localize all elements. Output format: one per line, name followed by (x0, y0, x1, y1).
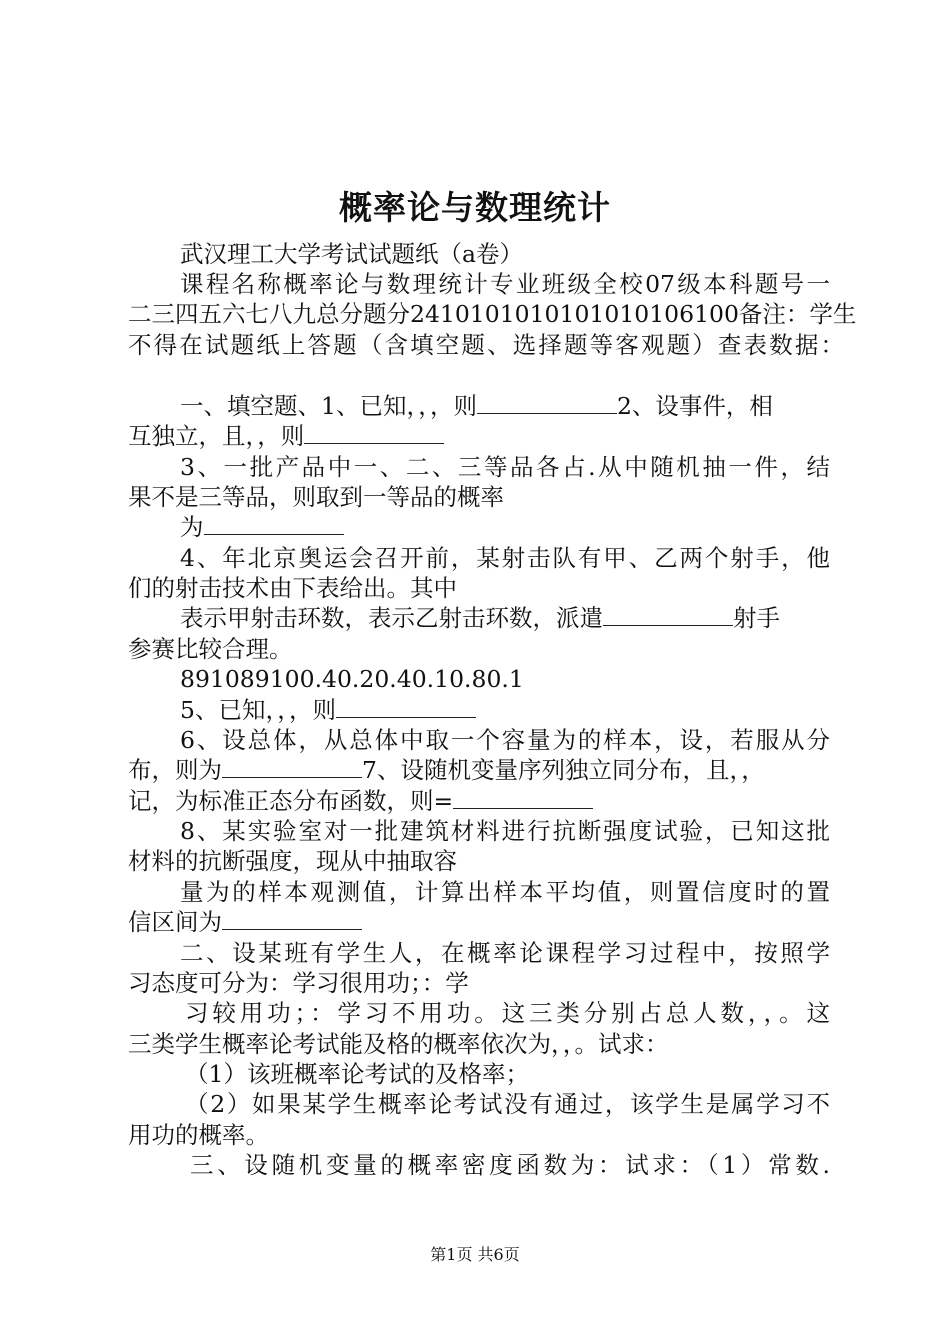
answer-blank (477, 391, 617, 414)
course-info-line-1: 课程名称概率论与数理统计专业班级全校07级本科题号一 (180, 270, 830, 298)
question-8-text-end: 信区间为 (128, 908, 222, 936)
question-6-line-2 (128, 755, 765, 785)
question-8-line-4 (128, 907, 362, 937)
document-title: 概率论与数理统计 (339, 188, 611, 227)
section-2-subq-2-cont: 用功的概率。 (128, 1121, 269, 1149)
answer-blank (304, 421, 444, 444)
course-info-line-3: 不得在试题纸上答题（含填空题、选择题等客观题）查表数据： (128, 331, 844, 359)
question-4-text-cont: 表示甲射击环数，表示乙射击环数，派遣 (180, 604, 603, 632)
question-4-line-2: 们的射击技术由下表给出。其中 (128, 574, 457, 602)
section-2-line-3: 习较用功；：学习不用功。这三类分别占总人数，，。这 (185, 999, 830, 1027)
question-4-line-4: 参赛比较合理。 (128, 635, 293, 663)
question-2-text-cont: 互独立，且，，则 (128, 422, 305, 450)
section-2-line-4: 三类学生概率论考试能及格的概率依次为，，。试求： (128, 1030, 669, 1058)
course-info-line-2: 二三四五六七八九总分题分2410101010101010106100备注：学生 (128, 300, 857, 328)
answer-blank (222, 907, 362, 930)
question-7-text-cont: 记，为标准正态分布函数，则= (128, 787, 454, 815)
question-2-line (128, 421, 444, 451)
question-7-text: 7、设随机变量序列独立同分布，且，， (362, 756, 765, 784)
question-4-line-1: 4、年北京奥运会召开前，某射击队有甲、乙两个射手，他 (180, 544, 830, 572)
answer-blank (204, 512, 344, 535)
section-3-line-1: 三、设随机变量的概率密度函数为：试求：（1）常数. (190, 1151, 830, 1179)
question-3-line-1: 3、一批产品中一、二、三等品各占.从中随机抽一件，结 (180, 453, 830, 481)
question-5-text: 5、已知，，，则 (180, 696, 336, 724)
question-4-line-3 (180, 603, 780, 633)
question-3-line-2: 果不是三等品，则取到一等品的概率 (128, 483, 504, 511)
question-6-text-cont: 布，则为 (128, 756, 222, 784)
question-3-text-cont: 为 (180, 513, 204, 541)
question-2-text: 2、设事件，相 (616, 392, 773, 420)
question-3-line-3 (180, 512, 344, 542)
section-2-line-1: 二、设某班有学生人，在概率论课程学习过程中，按照学 (180, 939, 830, 967)
question-8-line-1: 8、某实验室对一批建筑材料进行抗断强度试验，已知这批 (180, 817, 830, 845)
section-2-subq-2: （2）如果某学生概率论考试没有通过，该学生是属学习不 (185, 1090, 830, 1118)
question-4-table-values: 891089100.40.20.40.10.80.1 (180, 665, 524, 693)
question-8-line-3: 量为的样本观测值，计算出样本平均值，则置信度时的置 (180, 878, 830, 906)
answer-blank (222, 755, 362, 778)
question-6-line-1: 6、设总体，从总体中取一个容量为的样本，设，若服从分 (180, 726, 830, 754)
answer-blank (603, 603, 733, 626)
exam-header: 武汉理工大学考试试题纸（a卷） (180, 240, 524, 268)
answer-blank (453, 786, 593, 809)
section-2-subq-1: （1）该班概率论考试的及格率； (185, 1060, 529, 1088)
question-4-text-end: 射手 (733, 604, 780, 632)
question-1-line (180, 391, 773, 421)
question-1-text: 一、填空题、1、已知，，，则 (180, 392, 477, 420)
section-2-line-2: 习态度可分为：学习很用功；：学 (128, 969, 469, 997)
answer-blank (336, 695, 476, 718)
question-8-line-2: 材料的抗断强度，现从中抽取容 (128, 847, 457, 875)
page-number: 第1页 共6页 (430, 1245, 520, 1264)
question-7-line-2 (128, 786, 593, 816)
question-5-line (180, 695, 476, 725)
